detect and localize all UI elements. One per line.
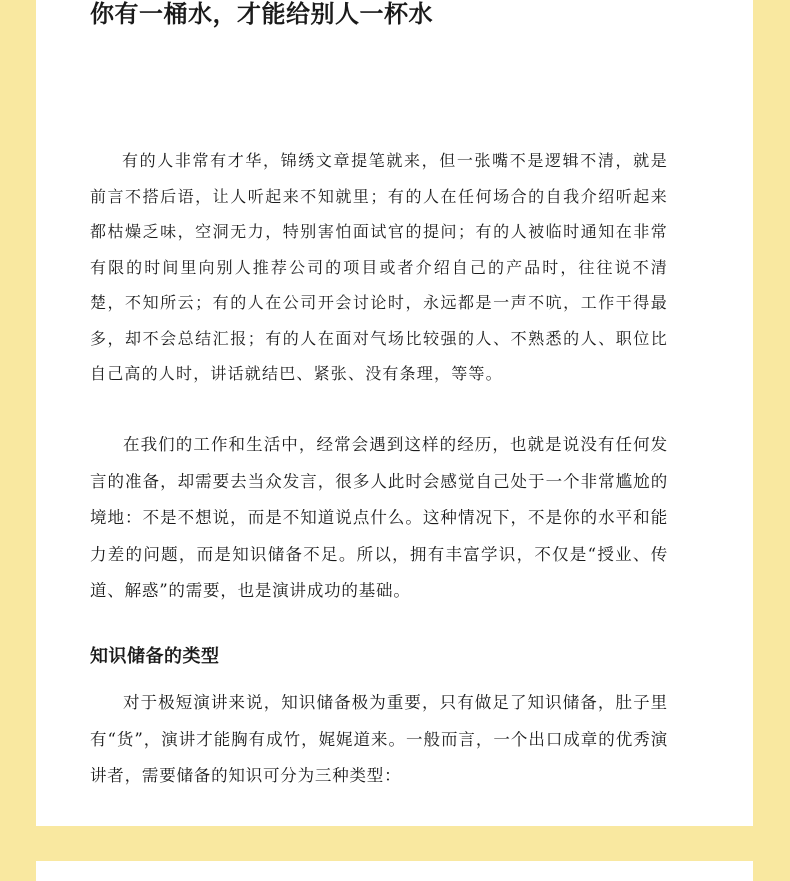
paragraph-experience: 在我们的工作和生活中，经常会遇到这样的经历，也就是说没有任何发言的准备，却需要去当众发言，很多人此时会感觉自己处于一个非常尴尬的境地：不是不想说，而是不知道说点什么。这种情况下，不是你的水平和能力差的问题，而是知识储备不足。所以，拥有丰富学识，不仅是“授业、传道、解惑”的需要，也是演讲成功的基础。: [90, 435, 668, 600]
paragraph-intro: 有的人非常有才华，锦绣文章提笔就来，但一张嘴不是逻辑不清，就是前言不搭后语，让人听起来不知就里；有的人在任何场合的自我介绍听起来都枯燥乏味，空洞无力，特别害怕面试官的提问；有的人被临时通知在非常有限的时间里向别人推荐公司的项目或者介绍自己的产品时，往往说不清楚，不知所云；有的人在公司开会讨论时，永远都是一声不吭，工作干得最多，却不会总结汇报；有的人在面对气场比较强的人、不熟悉的人、职位比自己高的人时，讲话就结巴、紧张、没有条理，等等。: [90, 151, 668, 383]
article-title: 你有一桶水，才能给别人一杯水: [90, 0, 433, 28]
article-page: [36, 0, 753, 826]
section-heading: 知识储备的类型: [90, 646, 220, 667]
paragraph-knowledge-types: 对于极短演讲来说，知识储备极为重要，只有做足了知识储备，肚子里有“货”，演讲才能胸有成竹，娓娓道来。一般而言，一个出口成章的优秀演讲者，需要储备的知识可分为三种类型：: [90, 693, 668, 785]
next-page-card: [36, 861, 753, 881]
